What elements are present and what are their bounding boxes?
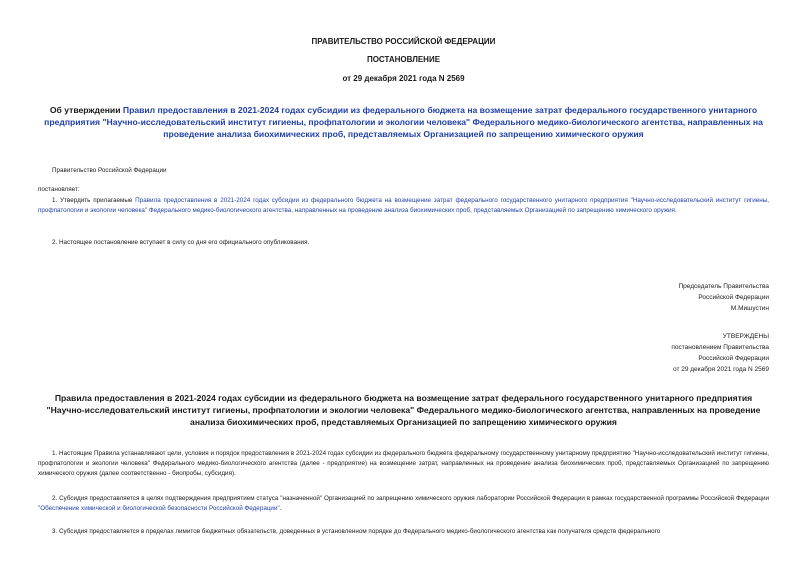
rule-1: 1. Настоящие Правила устанавливают цели, условия и порядок предоставления в 2021-2024 годах субсидии из федерального бюджета федеральному государственному унитарному предприятию "Научно-исследовательский институт гигиены, профпатологии и экологии человека" Федерального медико-биологического агентства (далее - предприятие) на возмещение затрат, направленных на проведение анализа биохимических проб, представляемых Организацией по запрещению химического оружия (далее соответственно - биопробы, субсидия). — [38, 450, 769, 477]
approval-line-2: постановлением Правительства — [671, 344, 769, 351]
item-1-rules-link[interactable]: Правила предоставления в 2021-2024 годах субсидии из федерального бюджета на возмещение затрат федерального государственного унитарного предприятия "Научно-исследовательский институт гигиены, профпатологии и экологии человека" Федерального медико-биологического агентства, направленных на проведение анализа биохимических проб, представляемых Организацией по запрещению химического оружия. — [38, 197, 769, 214]
signature-line-1: Председатель Правительства — [678, 283, 769, 290]
rules-title: Правила предоставления в 2021-2024 годах субсидии из федерального бюджета на возмещение затрат федерального государственного унитарного предприятия "Научно-исследовательский институт гигиены, профпатологии и экологии человека" Федерального медико-биологического агентства, направленных на проведение анализа биохимических проб, представляемых Организацией по запрещению химического оружия — [46, 393, 761, 427]
approval-block — [469, 331, 769, 375]
item-2: 2. Настоящее постановление вступает в силу со дня его официального опубликования. — [52, 239, 310, 246]
title-rules-link[interactable]: Правил предоставления в 2021-2024 годах субсидии из федерального бюджета на возмещение затрат федерального государственного унитарного предприятия "Научно-исследовательский институт гигиены, профпатологии и экологии человека" Федерального медико-биологического агентства, направленных на проведение анализа биохимических проб, представляемых Организацией по запрещению химического оружия — [44, 105, 763, 139]
item-1-prefix: 1. Утвердить прилагаемые — [52, 197, 136, 204]
approval-line-4: от 29 декабря 2021 года N 2569 — [672, 366, 769, 373]
intro-decrees: постановляет: — [38, 186, 80, 193]
title-prefix: Об утверждении — [49, 105, 123, 115]
rule-3: 3. Субсидия предоставляется в пределах лимитов бюджетных обязательств, доведенных в установленном порядке до Федерального медико-биологического агентства как получателя средств федерального — [52, 528, 661, 535]
signature-line-2: Российской Федерации — [698, 294, 769, 301]
rule-2 — [38, 494, 769, 514]
doc-date-number: от 29 декабря 2021 года N 2569 — [342, 74, 465, 83]
rule-2-prefix: 2. Субсидия предоставляется в целях подтверждения предприятием статуса "назначенной" Организацией по запрещению химического оружия лаборатории Российской Федерации в рамках государственной программы Российской Федерации — [52, 495, 769, 502]
doc-type: ПОСТАНОВЛЕНИЕ — [366, 55, 441, 64]
rule-2-suffix: . — [279, 505, 282, 512]
signature-line-3: М.Мишустин — [730, 305, 769, 312]
item-1 — [38, 196, 769, 216]
approval-line-1: УТВЕРЖДЕНЫ — [722, 333, 769, 340]
signature-block — [469, 281, 769, 314]
approval-line-3: Российской Федерации — [698, 355, 769, 362]
rule-2-program-link[interactable]: "Обеспечение химической и биологической безопасности Российской Федерации" — [38, 505, 280, 512]
intro-government: Правительство Российской Федерации — [52, 167, 167, 174]
document-title — [36, 104, 771, 140]
government-header: ПРАВИТЕЛЬСТВО РОССИЙСКОЙ ФЕДЕРАЦИИ — [311, 37, 496, 46]
